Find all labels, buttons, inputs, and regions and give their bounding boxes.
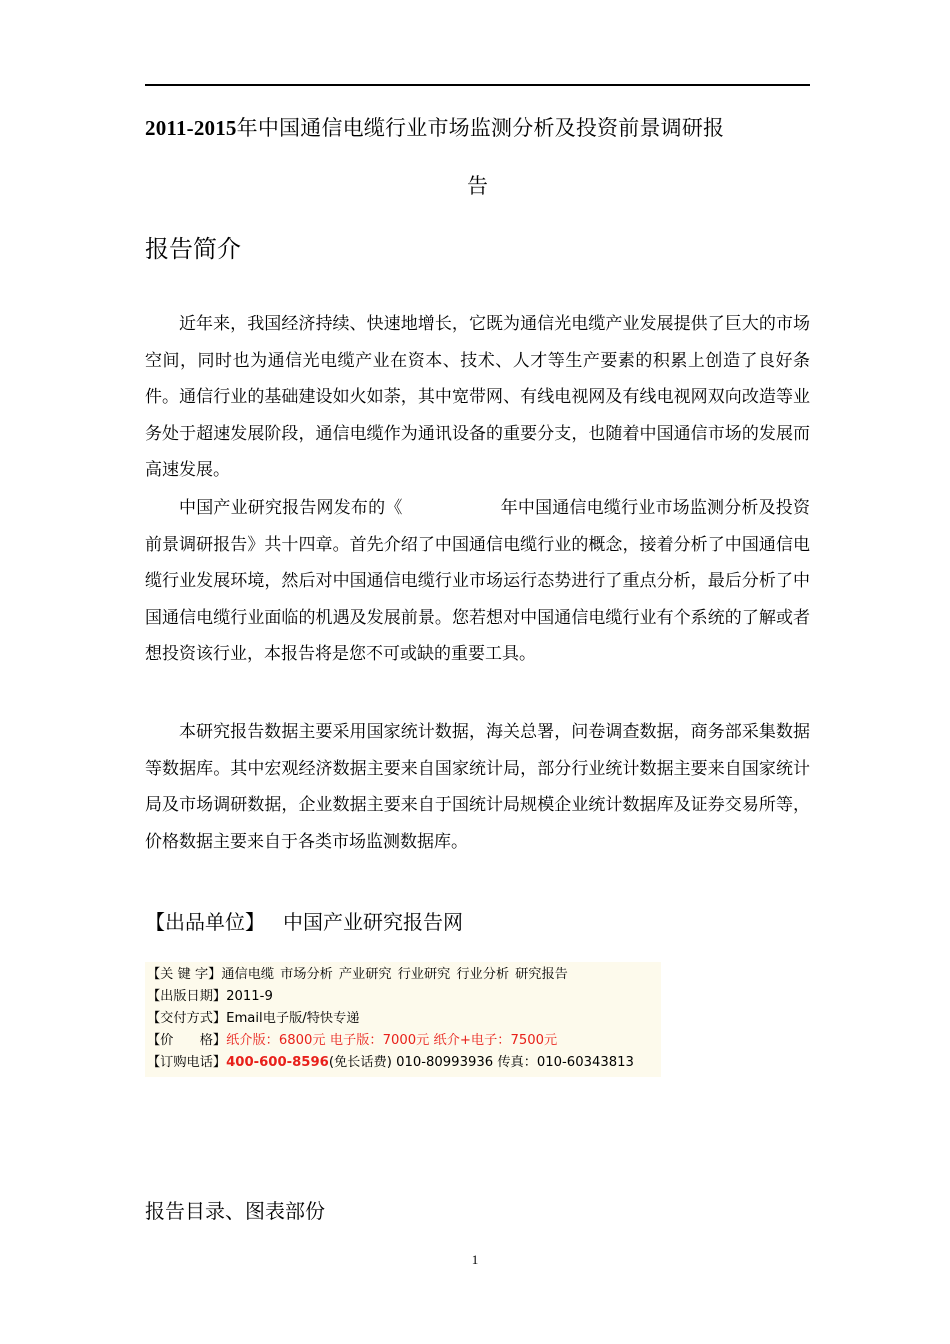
report-info-box	[145, 962, 661, 1077]
phone-hotline: 400-600-8596	[226, 1055, 329, 1070]
keyword: 研究报告	[515, 967, 568, 982]
phone-row	[147, 1052, 661, 1074]
price-value: 纸介版：6800元 电子版：7000元 纸介+电子：7500元	[226, 1033, 558, 1048]
intro-paragraph-1: 近年来，我国经济持续、快速地增长，它既为通信光电缆产业发展提供了巨大的市场空间，同时也为通信光电缆产业在资本、技术、人才等生产要素的积累上创造了良好条件。通信行业的基础建设如火如荼，其中宽带网、有线电视网及有线电视网双向改造等业务处于超速发展阶段，通信电缆作为通讯设备的重要分支，也随着中国通信市场的发展而高速发展。	[145, 314, 810, 481]
keyword: 产业研究	[338, 967, 392, 982]
delivery-value: Email电子版/特快专递	[226, 1011, 360, 1026]
intro-paragraph-3: 本研究报告数据主要采用国家统计数据，海关总署，问卷调查数据，商务部采集数据等数据库。其中宏观经济数据主要来自国家统计局，部分行业统计数据主要来自国家统计局及市场调研数据，企业数据主要来自于国统计局规模企业统计数据库及证券交易所等，价格数据主要来自于各类市场监测数据库。	[145, 722, 810, 852]
keyword: 行业分析	[456, 967, 510, 982]
paragraph-2-rest: 年中国通信电缆行业市场监测分析及投资前景调研报告》共十四章。首先介绍了中国通信电缆行业的概念，接着分析了中国通信电缆行业发展环境，然后对中国通信电缆行业市场运行态势进行了重点分析，最后分析了中国通信电缆行业面临的机遇及发展前景。您若想对中国通信电缆行业有个系统的了解或者想投资该行业，本报告将是您不可或缺的重要工具。	[145, 498, 810, 665]
intro-paragraph-2	[145, 490, 810, 673]
publisher-line	[145, 906, 463, 938]
publish-date-value: 2011-9	[226, 989, 273, 1004]
keyword: 市场分析	[280, 967, 333, 982]
keyword: 通信电缆	[221, 967, 275, 982]
top-rule	[145, 84, 810, 86]
title-text: 年中国通信电缆行业市场监测分析及投资前景调研报	[236, 116, 725, 140]
phone-label: 【订购电话】	[147, 1055, 227, 1070]
price-row	[147, 1030, 661, 1052]
report-title	[145, 112, 810, 144]
publisher-label: 【出品单位】	[145, 910, 265, 934]
paragraph-2-start: 中国产业研究报告网发布的《	[179, 498, 403, 518]
phone-rest: (免长话费) 010-80993936 传真：010-60343813	[328, 1055, 634, 1070]
publish-date-row	[147, 986, 661, 1008]
publish-date-label: 【出版日期】	[147, 989, 227, 1004]
keywords-row	[147, 964, 661, 986]
delivery-row	[147, 1008, 661, 1030]
toc-heading: 报告目录、图表部份	[145, 1199, 325, 1223]
keyword: 行业研究	[397, 967, 451, 982]
keywords-label: 【关 键 字】	[147, 967, 222, 982]
report-title-continued: 告	[467, 174, 488, 198]
intro-heading: 报告简介	[145, 235, 241, 263]
delivery-label: 【交付方式】	[147, 1011, 227, 1026]
publisher-value: 中国产业研究报告网	[283, 910, 463, 934]
page-number: 1	[471, 1252, 479, 1267]
price-label: 【价 格】	[147, 1033, 227, 1048]
title-year: 2011-2015	[145, 116, 237, 140]
